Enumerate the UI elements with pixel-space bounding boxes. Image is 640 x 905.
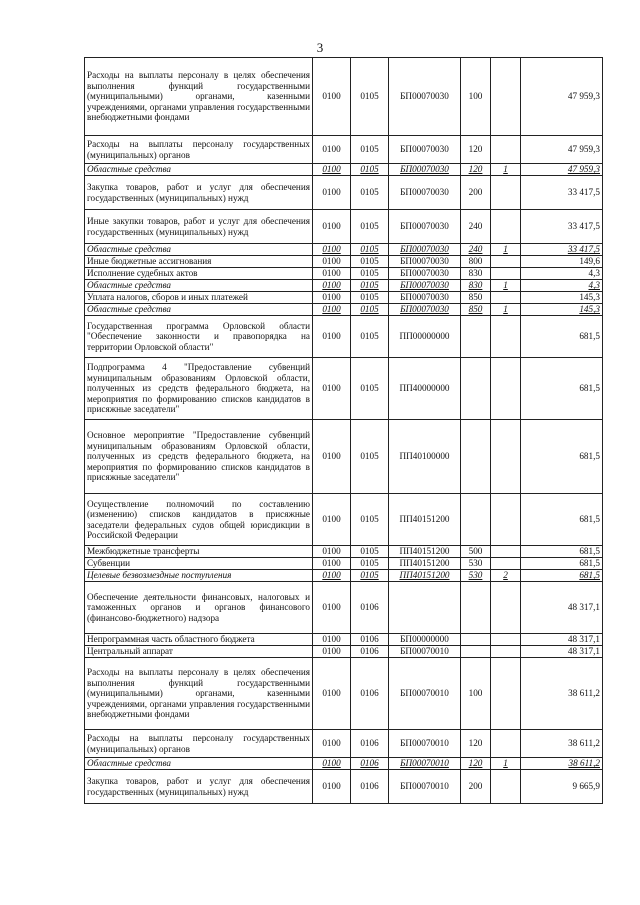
subsection-code: 0105 [351,58,389,136]
funding-source-code [491,136,521,164]
funding-source-code [491,58,521,136]
expense-type-code: 100 [461,658,491,730]
funding-source-code: 1 [491,280,521,292]
row-name: Закупка товаров, работ и услуг для обеспечения государственных (муниципальных) нужд [85,176,313,210]
amount: 681,5 [521,316,603,358]
subsection-code: 0105 [351,546,389,558]
table-row [85,256,603,268]
subsection-code: 0106 [351,634,389,646]
amount: 47 959,3 [521,164,603,176]
table-row [85,176,603,210]
expense-type-code: 830 [461,268,491,280]
target-article-code: ПП40100000 [389,420,461,494]
amount: 33 417,5 [521,210,603,244]
amount: 4,3 [521,280,603,292]
target-article-code: БП00070010 [389,658,461,730]
expense-type-code [461,646,491,658]
row-name: Непрограммная часть областного бюджета [85,634,313,646]
funding-source-code [491,268,521,280]
section-code: 0100 [313,244,351,256]
amount: 681,5 [521,420,603,494]
row-name: Областные средства [85,164,313,176]
row-name: Осуществление полномочий по составлению (изменению) списков кандидатов в присяжные заседатели федеральных судов общей юрисдикции в Российской Федерации [85,494,313,546]
table-row [85,730,603,758]
row-name: Обеспечение деятельности финансовых, налоговых и таможенных органов и органов финансового (финансово-бюджетного) надзора [85,582,313,634]
table-row [85,58,603,136]
subsection-code: 0106 [351,770,389,804]
funding-source-code [491,210,521,244]
budget-table [84,57,603,804]
section-code: 0100 [313,58,351,136]
subsection-code: 0105 [351,358,389,420]
expense-type-code [461,358,491,420]
amount: 145,3 [521,304,603,316]
row-name: Областные средства [85,244,313,256]
subsection-code: 0106 [351,582,389,634]
row-name: Расходы на выплаты персоналу в целях обеспечения выполнения функций государственными (муниципальными) органами, казенными учреждениями, органами управления государственными внебюджетными фондами [85,658,313,730]
amount: 149,6 [521,256,603,268]
subsection-code: 0105 [351,292,389,304]
row-name: Государственная программа Орловской области "Обеспечение законности и правопорядка на территории Орловской области" [85,316,313,358]
section-code: 0100 [313,730,351,758]
subsection-code: 0106 [351,658,389,730]
subsection-code: 0105 [351,494,389,546]
table-row [85,164,603,176]
amount: 681,5 [521,358,603,420]
subsection-code: 0105 [351,256,389,268]
page-number: 3 [316,40,324,55]
subsection-code: 0105 [351,210,389,244]
table-row [85,316,603,358]
subsection-code: 0105 [351,304,389,316]
target-article-code: БП00000000 [389,634,461,646]
expense-type-code: 120 [461,758,491,770]
amount: 4,3 [521,268,603,280]
amount: 48 317,1 [521,582,603,634]
table-row [85,268,603,280]
subsection-code: 0106 [351,646,389,658]
row-name: Расходы на выплаты персоналу в целях обеспечения выполнения функций государственными (муниципальными) органами, казенными учреждениями, органами управления государственными внебюджетными фондами [85,58,313,136]
section-code: 0100 [313,582,351,634]
table-row [85,358,603,420]
section-code: 0100 [313,658,351,730]
table-row [85,304,603,316]
subsection-code: 0105 [351,136,389,164]
funding-source-code: 1 [491,244,521,256]
section-code: 0100 [313,136,351,164]
amount: 48 317,1 [521,634,603,646]
row-name: Межбюджетные трансферты [85,546,313,558]
expense-type-code: 200 [461,770,491,804]
funding-source-code [491,176,521,210]
section-code: 0100 [313,256,351,268]
expense-type-code: 830 [461,280,491,292]
expense-type-code [461,316,491,358]
table-row [85,658,603,730]
expense-type-code [461,582,491,634]
table-row [85,494,603,546]
funding-source-code [491,292,521,304]
funding-source-code [491,558,521,570]
target-article-code: БП00070030 [389,58,461,136]
subsection-code: 0105 [351,570,389,582]
subsection-code: 0105 [351,316,389,358]
amount: 48 317,1 [521,646,603,658]
row-name: Иные закупки товаров, работ и услуг для обеспечения государственных (муниципальных) нужд [85,210,313,244]
section-code: 0100 [313,210,351,244]
funding-source-code [491,256,521,268]
target-article-code: БП00070030 [389,136,461,164]
funding-source-code: 1 [491,164,521,176]
expense-type-code: 200 [461,176,491,210]
subsection-code: 0105 [351,244,389,256]
table-row [85,292,603,304]
target-article-code: БП00070010 [389,730,461,758]
table-row [85,136,603,164]
expense-type-code: 530 [461,570,491,582]
section-code: 0100 [313,570,351,582]
row-name: Областные средства [85,280,313,292]
target-article-code: ПП00000000 [389,316,461,358]
amount: 681,5 [521,570,603,582]
row-name: Иные бюджетные ассигнования [85,256,313,268]
expense-type-code: 500 [461,546,491,558]
subsection-code: 0105 [351,176,389,210]
expense-type-code: 120 [461,730,491,758]
expense-type-code: 120 [461,136,491,164]
row-name: Уплата налогов, сборов и иных платежей [85,292,313,304]
target-article-code: БП00070030 [389,244,461,256]
table-row [85,280,603,292]
target-article-code: ПП40000000 [389,358,461,420]
row-name: Исполнение судебных актов [85,268,313,280]
table-row [85,558,603,570]
row-name: Подпрограмма 4 "Предоставление субвенций муниципальным образованиям Орловской области, полученных из средств федерального бюджета, на мероприятия по формированию списков кандидатов в присяжные заседатели" [85,358,313,420]
expense-type-code: 800 [461,256,491,268]
section-code: 0100 [313,304,351,316]
section-code: 0100 [313,358,351,420]
funding-source-code [491,770,521,804]
amount: 681,5 [521,558,603,570]
row-name: Расходы на выплаты персоналу государственных (муниципальных) органов [85,136,313,164]
amount: 38 611,2 [521,758,603,770]
target-article-code: БП00070030 [389,164,461,176]
table-row [85,582,603,634]
table-row [85,546,603,558]
table-row [85,758,603,770]
amount: 33 417,5 [521,244,603,256]
row-name: Субвенции [85,558,313,570]
expense-type-code: 850 [461,304,491,316]
expense-type-code [461,420,491,494]
funding-source-code [491,316,521,358]
funding-source-code: 2 [491,570,521,582]
expense-type-code: 240 [461,210,491,244]
funding-source-code: 1 [491,304,521,316]
subsection-code: 0105 [351,268,389,280]
target-article-code [389,582,461,634]
funding-source-code [491,546,521,558]
table-body [85,58,603,804]
target-article-code: ПП40151200 [389,570,461,582]
row-name: Центральный аппарат [85,646,313,658]
expense-type-code [461,494,491,546]
section-code: 0100 [313,280,351,292]
section-code: 0100 [313,758,351,770]
section-code: 0100 [313,558,351,570]
table-row [85,570,603,582]
subsection-code: 0106 [351,730,389,758]
target-article-code: БП00070030 [389,292,461,304]
row-name: Основное мероприятие "Предоставление субвенций муниципальным образованиям Орловской области, полученных из средств федерального бюджета, на мероприятия по формированию списков кандидатов в присяжные заседатели" [85,420,313,494]
target-article-code: ПП40151200 [389,558,461,570]
amount: 47 959,3 [521,136,603,164]
expense-type-code: 850 [461,292,491,304]
amount: 681,5 [521,494,603,546]
funding-source-code [491,658,521,730]
subsection-code: 0105 [351,280,389,292]
section-code: 0100 [313,420,351,494]
table-row [85,770,603,804]
subsection-code: 0105 [351,558,389,570]
expense-type-code: 240 [461,244,491,256]
funding-source-code [491,494,521,546]
target-article-code: БП00070010 [389,770,461,804]
funding-source-code [491,420,521,494]
target-article-code: БП00070030 [389,210,461,244]
target-article-code: БП00070010 [389,646,461,658]
amount: 33 417,5 [521,176,603,210]
table-row [85,210,603,244]
target-article-code: ПП40151200 [389,494,461,546]
target-article-code: БП00070030 [389,176,461,210]
expense-type-code: 120 [461,164,491,176]
section-code: 0100 [313,634,351,646]
section-code: 0100 [313,268,351,280]
subsection-code: 0105 [351,420,389,494]
section-code: 0100 [313,546,351,558]
target-article-code: БП00070030 [389,256,461,268]
target-article-code: БП00070010 [389,758,461,770]
funding-source-code [491,358,521,420]
target-article-code: БП00070030 [389,280,461,292]
table-row [85,420,603,494]
row-name: Целевые безвозмездные поступления [85,570,313,582]
expense-type-code: 100 [461,58,491,136]
funding-source-code [491,646,521,658]
amount: 47 959,3 [521,58,603,136]
amount: 145,3 [521,292,603,304]
section-code: 0100 [313,316,351,358]
table-row [85,634,603,646]
subsection-code: 0106 [351,758,389,770]
amount: 9 665,9 [521,770,603,804]
funding-source-code [491,582,521,634]
row-name: Областные средства [85,758,313,770]
target-article-code: БП00070030 [389,304,461,316]
table-row [85,244,603,256]
section-code: 0100 [313,164,351,176]
target-article-code: ПП40151200 [389,546,461,558]
expense-type-code [461,634,491,646]
section-code: 0100 [313,494,351,546]
section-code: 0100 [313,646,351,658]
subsection-code: 0105 [351,164,389,176]
row-name: Расходы на выплаты персоналу государственных (муниципальных) органов [85,730,313,758]
funding-source-code [491,634,521,646]
row-name: Закупка товаров, работ и услуг для обеспечения государственных (муниципальных) нужд [85,770,313,804]
amount: 681,5 [521,546,603,558]
funding-source-code: 1 [491,758,521,770]
section-code: 0100 [313,770,351,804]
expense-type-code: 530 [461,558,491,570]
section-code: 0100 [313,292,351,304]
section-code: 0100 [313,176,351,210]
table-row [85,646,603,658]
funding-source-code [491,730,521,758]
amount: 38 611,2 [521,658,603,730]
amount: 38 611,2 [521,730,603,758]
target-article-code: БП00070030 [389,268,461,280]
row-name: Областные средства [85,304,313,316]
